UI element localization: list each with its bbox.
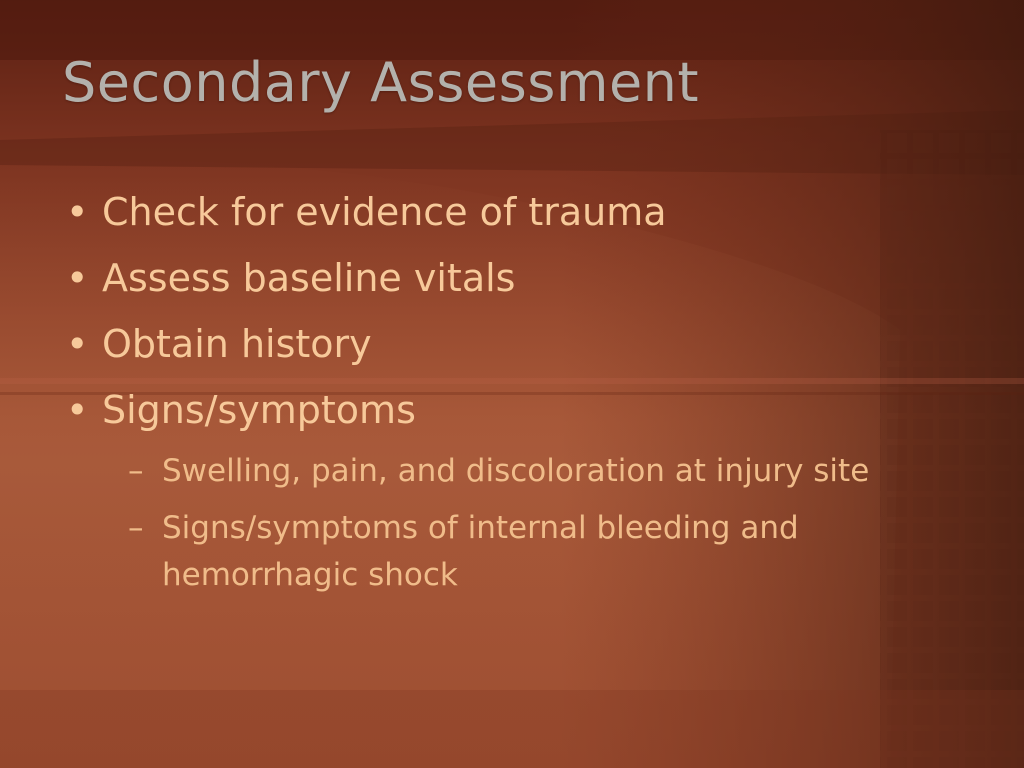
bullet-marker: •: [66, 322, 89, 366]
sub-bullet-text: Signs/symptoms of internal bleeding and hemorrhagic shock: [162, 510, 799, 593]
bullet-item: [66, 254, 946, 303]
slide-title: Secondary Assessment: [62, 51, 700, 114]
bullet-marker: •: [66, 388, 89, 432]
sub-bullet-text: Swelling, pain, and discoloration at injury site: [162, 453, 870, 489]
sub-bullet-list: [66, 448, 966, 609]
bullet-marker: •: [66, 190, 89, 234]
bullet-text: Obtain history: [102, 322, 372, 366]
bullet-marker: •: [66, 256, 89, 300]
sub-bullet-marker: –: [128, 510, 144, 546]
bullet-item: [66, 188, 946, 237]
sub-bullet-marker: –: [128, 453, 144, 489]
bullet-item: [66, 386, 946, 435]
bullet-text: Assess baseline vitals: [102, 256, 516, 300]
sub-bullet-item: [128, 505, 936, 599]
bullet-item: [66, 320, 946, 369]
bullet-list: [66, 188, 946, 441]
bullet-text: Check for evidence of trauma: [102, 190, 667, 234]
bullet-text: Signs/symptoms: [102, 388, 416, 432]
sub-bullet-item: [128, 448, 936, 495]
